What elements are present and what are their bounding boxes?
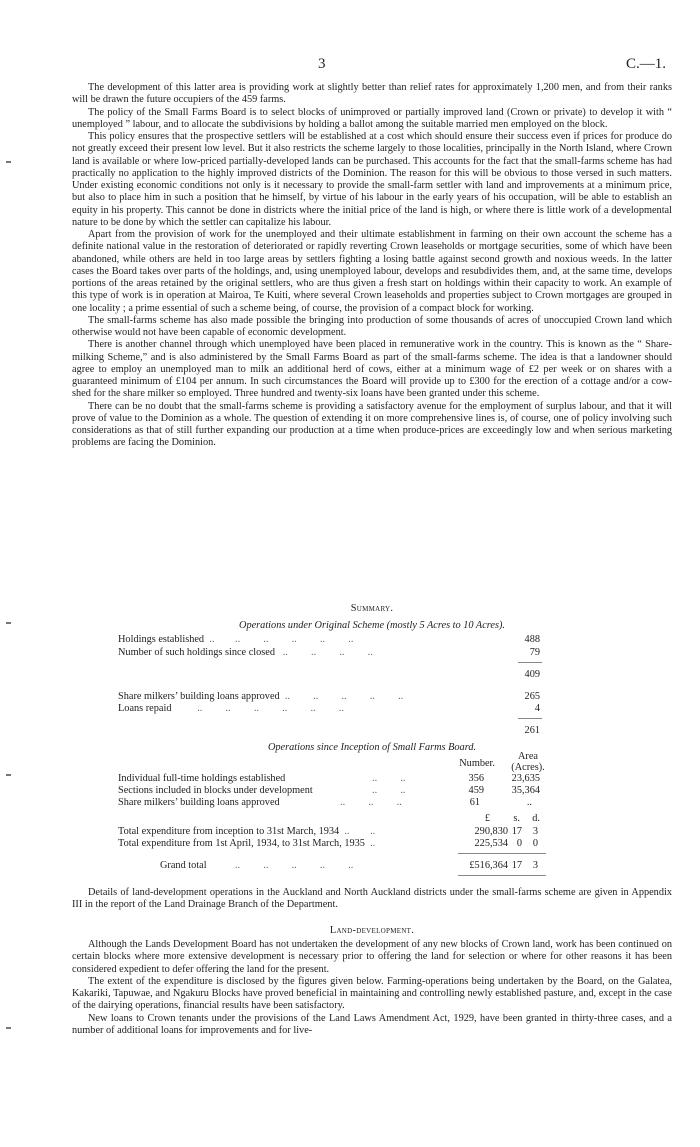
col-area-header: Area (Acres). — [511, 751, 545, 773]
col-shillings-header: s. — [513, 813, 520, 824]
summary-subtotal: 261 — [524, 725, 540, 736]
leader-dots: .. .. .. — [340, 797, 402, 808]
leader-dots: .. .. — [372, 785, 406, 796]
body-text-land — [72, 939, 672, 1037]
page-number: 3 — [318, 56, 326, 72]
expenditure-shillings: 0 — [516, 838, 522, 849]
paragraph: The extent of the expenditure is disclosed by the figures given below. Farming-operations being undertaken by the Board, on the Galatea, Kakariki, Tapuwae, and Ngakuru Blocks have proved beneficial in maintaining and controlling newly established pasture, and, except in the case of the dairying operations, financial results have been satisfactory. — [72, 975, 672, 1012]
expenditure-pence: 0 — [532, 838, 538, 849]
paragraph: There is another channel through which unemployed have been placed in remunerative work in the country. This is known as the “ Share-milking Scheme,” and is also administered by the Small Farms Board as part of the small-farms scheme. The idea is that a landowner should agree to employ an unemployed man to milk an additional herd of cows, either at a minimum wage of £2 per week or on shares with a guaranteed minimum of £104 per annum. In such circumstances the Board will provide up to £300 for the erection of a cottage and/or a cow-shed for the share milker so employed. Three hundred and twenty-six loans have been granted under this scheme. — [72, 339, 672, 400]
expenditure-pounds: 290,830 — [474, 826, 508, 837]
margin-mark — [6, 161, 11, 163]
grand-total-pounds: £516,364 — [469, 860, 508, 871]
inception-row-area: 35,364 — [511, 785, 540, 796]
margin-mark — [6, 622, 11, 624]
expenditure-pounds: 225,534 — [474, 838, 508, 849]
paragraph: Apart from the provision of work for the unemployed and their ultimate establishment in farming on their own account the scheme has a definite national value in the restoration of deteriorated or rapidly reverting Crown leaseholds or mortgage securities, some of which have been abandoned, while others are held in too large areas by settlers fighting a losing battle against second growth and noxious weeds. In the latter cases the Board takes over parts of the holdings, and, using unemployed labour, develops and resubdivides them, and, at the same time, develops portions of the areas retained by the original settlers, who are thus given a fresh start on holdings within their capacity to work. An example of this type of work is in operation at Mairoa, Te Kuiti, where several Crown leaseholds and properties subject to Crown mortgages are grouped in one locality ; a prime essential of such a scheme being, of course, the provision of a compact block for working. — [72, 229, 672, 314]
expenditure-row-label: Total expenditure from 1st April, 1934, to 31st March, 1935 .. — [118, 838, 376, 849]
inception-row-area: .. — [526, 797, 532, 808]
grand-total-shillings: 17 — [511, 860, 522, 871]
inception-row-label: Share milkers’ building loans approved — [118, 797, 280, 808]
grand-total-pence: 3 — [532, 860, 538, 871]
land-development-heading: Land-development. — [329, 925, 415, 936]
inception-row-number: 459 — [468, 785, 484, 796]
summary-row-value: 79 — [529, 647, 540, 658]
col-pence-header: d. — [532, 813, 540, 824]
inception-row-number: 61 — [469, 797, 480, 808]
subtotal-rule — [518, 662, 542, 663]
inception-row-number: 356 — [468, 773, 484, 784]
inception-row-label: Individual full-time holdings established — [118, 773, 286, 784]
paragraph: The small-farms scheme has also made possible the bringing into production of some thousands of acres of unoccupied Crown land which otherwise would not have been capable of economic development. — [72, 314, 672, 338]
expenditure-pence: 3 — [532, 826, 538, 837]
inception-heading: Operations since Inception of Small Farms Board. — [267, 742, 477, 753]
margin-mark — [6, 774, 11, 776]
original-scheme-heading: Operations under Original Scheme (mostly 5 Acres to 10 Acres). — [239, 620, 505, 631]
total-rule — [458, 853, 546, 854]
paragraph: New loans to Crown tenants under the provisions of the Land Laws Amendment Act, 1929, have been granted in thirty-three cases, and a number of additional loans for improvements and for live- — [72, 1012, 672, 1036]
document-reference: C.—1. — [626, 56, 667, 72]
paragraph: This policy ensures that the prospective settlers will be established at a cost which should ensure their success even if prices for produce do not greatly exceed their present low level. But it also restricts the scheme largely to those localities, principally in the North Island, where Crown land is available or where low-priced partially-developed lands can be purchased. This accounts for the fact that the small-farms scheme has had practically no application to the highly improved districts of the Dominion. The reason for this will be obvious to those versed in such matters. Under existing economic conditions not only is it necessary to provide the small-farm settler with land and improvements at a minimum price, but also to place him in such a position that he himself, by virtue of his labour in the early years of his occupation, will be able to establish an equity in his property. This cannot be done in districts where the initial price of the land is high, or where there is little work of a developmental nature to be done by which the settler can capitalize his labour. — [72, 131, 672, 228]
col-pounds-header: £ — [484, 813, 490, 824]
summary-heading: Summary. — [350, 603, 394, 614]
paragraph: The policy of the Small Farms Board is to select blocks of unimproved or partially improved land (Crown or private) to develop it with “ unemployed ” labour, and to allocate the subdivisions by holding a ballot among the suitable married men employed on the block. — [72, 106, 672, 130]
margin-mark — [6, 1027, 11, 1029]
paragraph: There can be no doubt that the small-farms scheme is providing a satisfactory avenue for the employment of surplus labour, and that it will prove of value to the Dominion as a whole. The question of extending it on more comprehensive lines is, of course, one of policy involving such considerations as that of still further expanding our production at a time when produce-prices are exceedingly low and when serious marketing problems are facing the Dominion. — [72, 400, 672, 449]
grand-total-label: Grand total .. .. .. .. .. — [160, 860, 354, 871]
paragraph: Although the Lands Development Board has not undertaken the development of any new blocks of Crown land, work has been continued on certain blocks where more extensive development is necessary prior to offering the land for selection or where for other reasons it has been considered expedient to defer offering the land for the present. — [72, 939, 672, 975]
subtotal-rule — [518, 718, 542, 719]
summary-row-label: Loans repaid .. .. .. .. .. .. — [118, 703, 344, 714]
summary-row-label: Holdings established .. .. .. .. .. .. — [118, 634, 354, 645]
body-text-after-summary — [72, 887, 672, 912]
summary-row-value: 488 — [524, 634, 540, 645]
summary-row-value: 4 — [534, 703, 540, 714]
inception-row-label: Sections included in blocks under development — [118, 785, 313, 796]
summary-subtotal: 409 — [524, 669, 540, 680]
paragraph: The development of this latter area is providing work at slightly better than relief rates for approximately 1,200 men, and from their ranks will be drawn the future occupiers of the 459 farms. — [72, 82, 672, 106]
total-rule — [458, 875, 546, 876]
summary-row-label: Number of such holdings since closed .. .. .. .. — [118, 647, 373, 658]
paragraph: Details of land-development operations in the Auckland and North Auckland districts under the small-farms scheme are given in Appendix III in the report of the Land Drainage Branch of the Department. — [72, 887, 672, 911]
leader-dots: .. .. — [372, 773, 406, 784]
summary-row-value: 265 — [524, 691, 540, 702]
col-number-header: Number. — [459, 758, 495, 769]
expenditure-shillings: 17 — [511, 826, 522, 837]
body-text — [72, 82, 672, 450]
inception-row-area: 23,635 — [511, 773, 540, 784]
expenditure-row-label: Total expenditure from inception to 31st March, 1934 .. .. — [118, 826, 376, 837]
summary-row-label: Share milkers’ building loans approved .. .. .. .. .. — [118, 691, 404, 702]
